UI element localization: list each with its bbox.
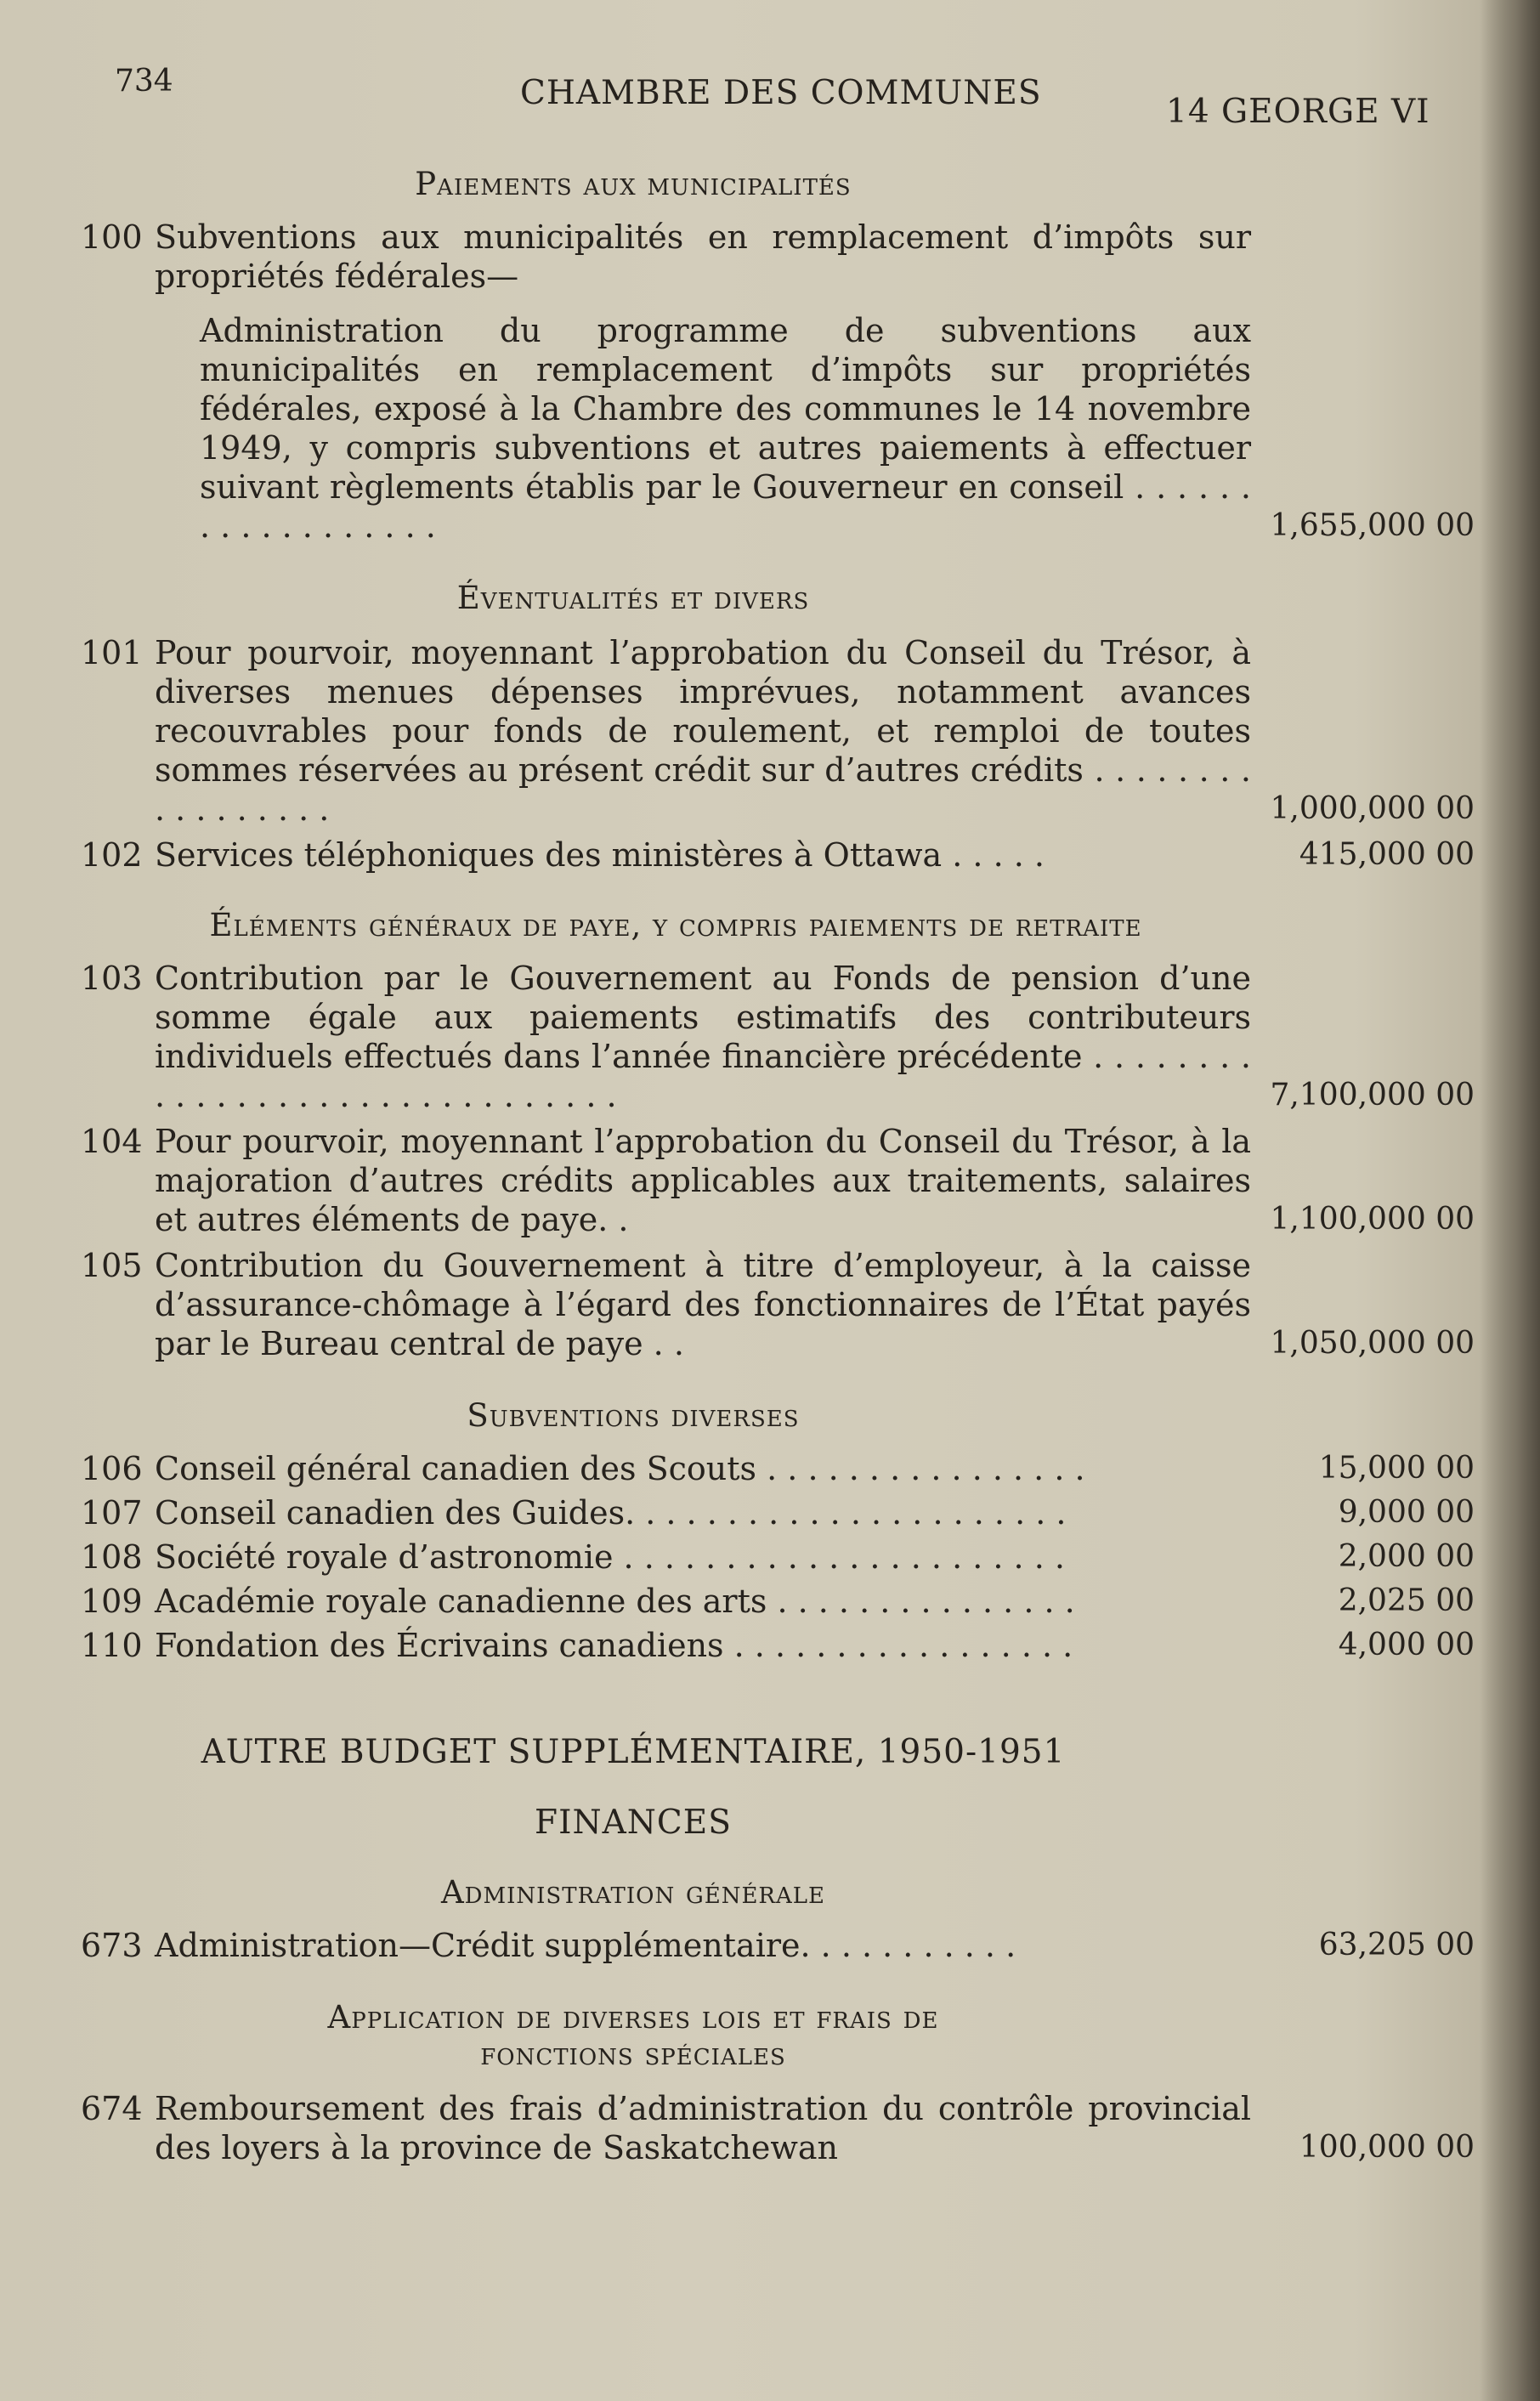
vote-amount: 100,000 00 (1299, 2130, 1475, 2165)
vote-text: Académie royale canadienne des arts . . . . . . . . . . . . . . . (155, 1583, 1075, 1620)
vote-amount: 2,025 00 (1338, 1583, 1475, 1618)
vote-entry (81, 835, 1475, 875)
vote-text: Subventions aux municipalités en remplacement d’impôts sur propriétés fédérales— (155, 218, 1251, 295)
vote-text: Contribution par le Gouvernement au Fonds de pension d’une somme égale aux paiements estimatifs des contributeurs individuels effectués dans l’année financière précédente . . . . . . . . . . . . . . . . . . . . . . . . . . . . . . . (155, 960, 1251, 1114)
page-number: 734 (115, 64, 173, 99)
vote-text: Pour pourvoir, moyennant l’approbation du Conseil du Trésor, à diverses menues dépenses imprévues, notamment avances recouvrables pour fonds de roulement, et remploi de toutes sommes réservées au présent crédit sur d’autres crédits . . . . . . . . . . . . . . . . . (155, 634, 1251, 828)
vote-number: 100 (81, 218, 143, 256)
vote-number: 101 (81, 634, 143, 671)
vote-text: Administration du programme de subventions aux municipalités en remplacement d’impôts sur propriétés fédérales, exposé à la Chambre des communes le 14 novembre 1949, y compris subventions et autres paiements à effectuer suivant règlements établis par le Gouverneur en conseil . . . . . . . . . . . . . . . . . . (200, 312, 1251, 545)
vote-number: 104 (81, 1123, 143, 1160)
section-title: Éléments généraux de paye, y compris paiements de retraite (209, 907, 1142, 943)
vote-amount: 7,100,000 00 (1270, 1078, 1475, 1113)
vote-text: Pour pourvoir, moyennant l’approbation du Conseil du Trésor, à la majoration d’autres crédits applicables aux traitements, salaires et autres éléments de paye. . (155, 1123, 1251, 1238)
section-title: Paiements aux municipalités (415, 166, 852, 202)
vote-entry (81, 1449, 1475, 1488)
vote-text: Contribution du Gouvernement à titre d’employeur, à la caisse d’assurance-chômage à l’égard des fonctionnaires de l’État payés par le Bureau central de paye . . (155, 1247, 1251, 1362)
book-spine-shadow (1481, 0, 1540, 2401)
vote-text: Fondation des Écrivains canadiens . . . . . . . . . . . . . . . . . (155, 1627, 1073, 1664)
vote-text: Société royale d’astronomie . . . . . . . . . . . . . . . . . . . . . . (155, 1538, 1065, 1576)
vote-entry (81, 311, 1475, 546)
estimates-column (81, 166, 1475, 2167)
vote-entry (81, 959, 1475, 1115)
vote-number: 105 (81, 1247, 143, 1284)
vote-entry (81, 1537, 1475, 1577)
vote-entry (81, 1493, 1475, 1532)
section-title: Application de diverses lois et frais de fonctions spéciales (327, 1999, 939, 2072)
vote-entry (81, 1582, 1475, 1621)
vote-entry (81, 1926, 1475, 1965)
vote-amount: 1,655,000 00 (1270, 508, 1475, 543)
vote-entry (81, 633, 1475, 829)
vote-number: 110 (81, 1627, 143, 1664)
vote-amount: 1,000,000 00 (1270, 791, 1475, 826)
vote-text: Administration—Crédit supplémentaire. . . . . . . . . . . (155, 1927, 1016, 1964)
vote-number: 103 (81, 960, 143, 997)
vote-amount: 15,000 00 (1318, 1451, 1475, 1486)
section-title: Administration générale (440, 1874, 826, 1911)
vote-text: Conseil canadien des Guides. . . . . . . . . . . . . . . . . . . . . . (155, 1494, 1067, 1532)
section-title: Subventions diverses (467, 1397, 800, 1434)
vote-number: 106 (81, 1450, 143, 1487)
vote-entry (81, 1246, 1475, 1363)
vote-text: Services téléphoniques des ministères à Ottawa . . . . . (155, 836, 1045, 874)
vote-entry (81, 218, 1475, 296)
vote-number: 107 (81, 1494, 143, 1532)
vote-number: 673 (81, 1927, 143, 1964)
page-header (0, 64, 1540, 132)
vote-amount: 9,000 00 (1338, 1495, 1475, 1530)
vote-amount: 4,000 00 (1338, 1628, 1475, 1662)
vote-amount: 1,100,000 00 (1270, 1202, 1475, 1237)
vote-amount: 2,000 00 (1338, 1539, 1475, 1574)
vote-amount: 1,050,000 00 (1270, 1326, 1475, 1361)
vote-entry (81, 1122, 1475, 1239)
vote-entry (81, 2089, 1475, 2167)
vote-text: Remboursement des frais d’administration du contrôle provincial des loyers à la province de Saskatchewan (155, 2090, 1251, 2166)
running-head: CHAMBRE DES COMMUNES (520, 74, 1042, 112)
reign-label: 14 GEORGE VI (1166, 93, 1430, 131)
vote-text: Conseil général canadien des Scouts . . . . . . . . . . . . . . . . (155, 1450, 1085, 1487)
vote-number: 109 (81, 1583, 143, 1620)
department-heading: FINANCES (535, 1804, 732, 1842)
vote-number: 108 (81, 1538, 143, 1576)
vote-entry (81, 1626, 1475, 1665)
vote-number: 102 (81, 836, 143, 874)
vote-amount: 415,000 00 (1299, 837, 1475, 872)
vote-amount: 63,205 00 (1318, 1928, 1475, 1962)
vote-number: 674 (81, 2090, 143, 2127)
section-title: Éventualités et divers (456, 580, 810, 616)
supplementary-heading: AUTRE BUDGET SUPPLÉMENTAIRE, 1950-1951 (201, 1733, 1066, 1771)
